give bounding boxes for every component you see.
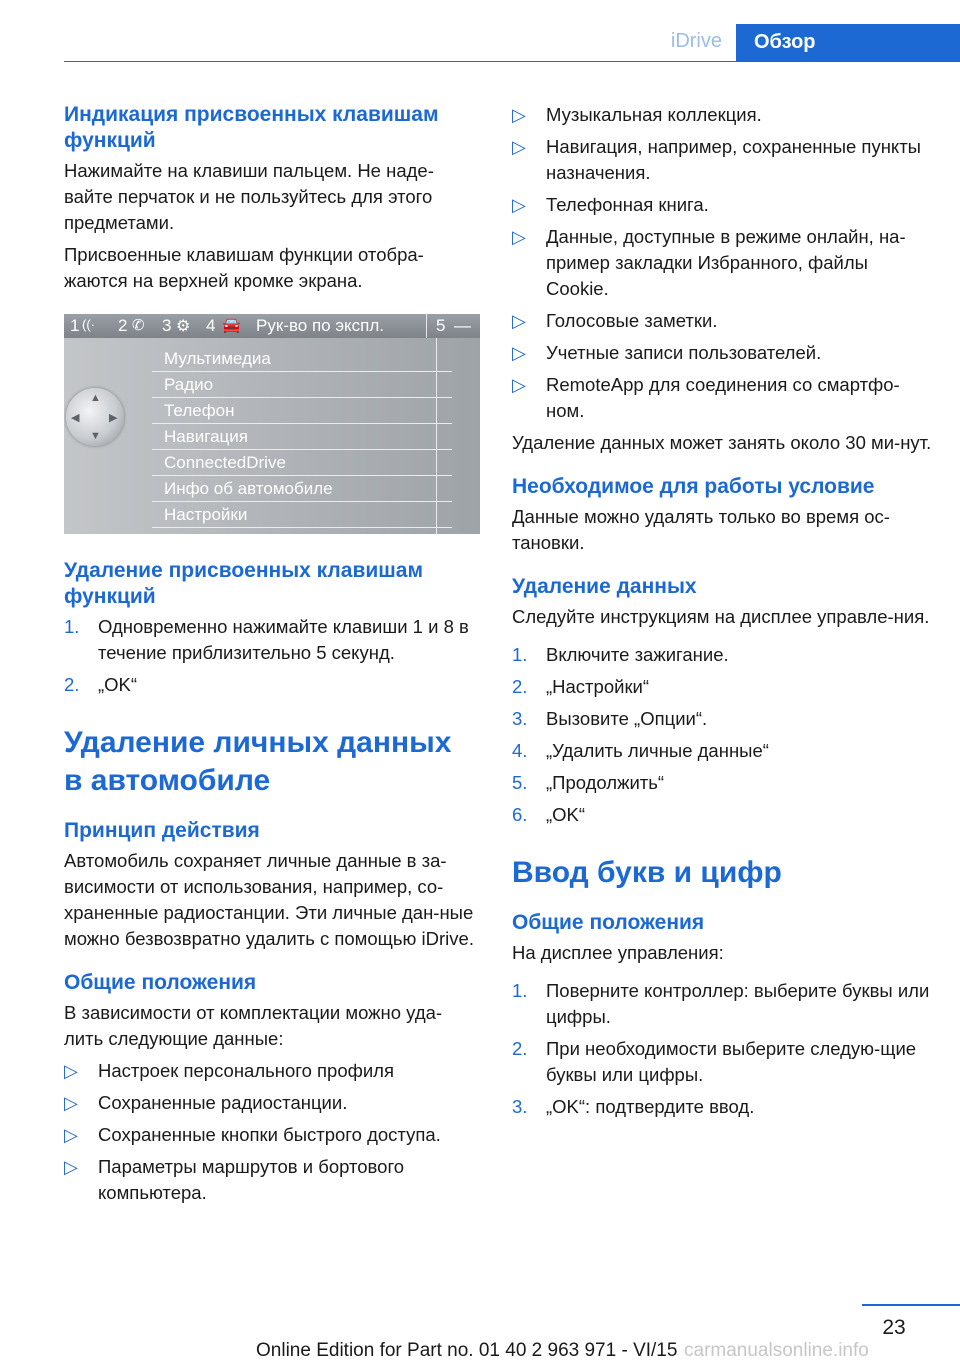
list-item: ▷ Параметры маршрутов и бортового компьютера. [64, 1156, 405, 1203]
bullet-list [64, 1058, 476, 1206]
screen-menu-item: Телефон [152, 398, 452, 424]
screen-menu-item: Настройки [152, 502, 452, 528]
paragraph: Данные можно удалять только во время ос-тановки. [512, 506, 890, 553]
section-title-delete-key-functions: Удаление присвоенных клавишам функций [64, 559, 423, 608]
paragraph: На дисплее управления: [512, 942, 724, 963]
paragraph: Нажимайте на клавиши пальцем. Не наде-вайте перчаток и не пользуйтесь для этого предметами. [64, 160, 434, 233]
triangle-bullet-icon: ▷ [64, 1157, 78, 1177]
screen-menu-item: Мультимедиа [152, 346, 452, 372]
watermark: carmanualsonline.info [684, 1340, 869, 1361]
triangle-bullet-icon: ▷ [512, 311, 526, 331]
chapter-title-letters-digits: Ввод букв и цифр [512, 856, 782, 889]
triangle-bullet-icon: ▷ [64, 1125, 78, 1145]
list-item: 6. „OK“ [512, 804, 586, 825]
screen-menu-item: Навигация [152, 424, 452, 450]
right-column [512, 102, 932, 1126]
triangle-bullet-icon: ▷ [64, 1061, 78, 1081]
triangle-bullet-icon: ▷ [512, 137, 526, 157]
list-item: 3. „OK“: подтвердите ввод. [512, 1096, 755, 1117]
steps-list [64, 614, 476, 698]
list-item: 1. Включите зажигание. [512, 644, 729, 665]
list-item: ▷ Учетные записи пользователей. [512, 340, 932, 366]
key-label: 5 [436, 316, 446, 335]
left-column [64, 102, 476, 1212]
divider [426, 314, 427, 338]
list-item: ▷ Навигация, например, сохраненные пункты назначения. [512, 136, 921, 183]
paragraph: Присвоенные клавишам функции отобра-жаются на верхней кромке экрана. [64, 244, 424, 291]
key-label: 1 [70, 316, 80, 335]
triangle-bullet-icon: ▷ [512, 227, 526, 247]
steps-list [512, 978, 932, 1120]
key-label: 3 [162, 316, 172, 335]
section-title-precondition: Необходимое для работы условие [512, 475, 875, 498]
page-header [0, 0, 960, 62]
list-item: ▷ Музыкальная коллекция. [512, 102, 932, 128]
section-title-delete-data: Удаление данных [512, 575, 697, 598]
paragraph: Автомобиль сохраняет личные данные в за-висимости от использования, например, со-храненные радиостанции. Эти личные дан-ные можно безвозвратно удалить с помощью iDrive. [64, 850, 474, 949]
screen-menu-item: Инфо об автомобиле [152, 476, 452, 502]
screen-main-menu [152, 346, 452, 528]
paragraph: Удаление данных может занять около 30 ми-нут. [512, 432, 932, 453]
controller-knob-icon: ▲ ▼ ◀ ▶ [66, 388, 124, 446]
list-item: 1. Поверните контроллер: выберите буквы или цифры. [512, 980, 930, 1027]
dash-icon: — [454, 316, 471, 335]
radio-signal-icon: ((· [82, 317, 95, 332]
paragraph: Следуйте инструкциям на дисплее управле-ния. [512, 606, 930, 627]
key-label-owners-manual: Рук-во по экспл. [256, 316, 384, 335]
list-item: 2. „Настройки“ [512, 676, 650, 697]
list-item: ▷ Телефонная книга. [512, 192, 932, 218]
list-item: ▷ Настроек персонального профиля [64, 1058, 476, 1084]
footer-rule [862, 1304, 960, 1306]
header-rule [64, 61, 960, 62]
header-section-label: iDrive [670, 30, 722, 52]
header-chapter-tab: Обзор [736, 24, 960, 62]
triangle-bullet-icon: ▷ [512, 105, 526, 125]
section-title-principle: Принцип действия [64, 819, 260, 842]
list-item: 3. Вызовите „Опции“. [512, 708, 708, 729]
paragraph: В зависимости от комплектации можно уда-лить следующие данные: [64, 1002, 443, 1049]
page-footer [0, 1300, 960, 1362]
key-label: 2 [118, 316, 128, 335]
key-label: 4 [206, 316, 216, 335]
triangle-bullet-icon: ▷ [64, 1093, 78, 1113]
triangle-bullet-icon: ▷ [512, 195, 526, 215]
list-item: ▷ Голосовые заметки. [512, 308, 932, 334]
list-item: ▷ Сохраненные кнопки быстрого доступа. [64, 1122, 476, 1148]
section-title-general: Общие положения [512, 911, 705, 934]
screen-menu-item: Радио [152, 372, 452, 398]
list-item: 5. „Продолжить“ [512, 772, 665, 793]
list-item: 1. Одновременно нажимайте клавиши 1 и 8 в течение приблизительно 5 секунд. [64, 616, 469, 663]
bullet-list [512, 102, 932, 424]
page-number: 23 [882, 1316, 906, 1339]
list-item: 4. „Удалить личные данные“ [512, 740, 769, 761]
list-item: ▷ Сохраненные радиостанции. [64, 1090, 476, 1116]
list-item: 2. „OK“ [64, 674, 138, 695]
idrive-screen-illustration [64, 314, 480, 534]
triangle-bullet-icon: ▷ [512, 375, 526, 395]
section-title-general: Общие положения [64, 971, 257, 994]
car-icon: 🚘 [222, 317, 241, 334]
list-item: ▷ RemoteApp для соединения со смартфо-ном. [512, 374, 900, 421]
edition-text: Online Edition for Part no. 01 40 2 963 971 - VI/15 [256, 1340, 678, 1361]
gear-icon: ⚙ [176, 318, 191, 335]
screen-menu-item: ConnectedDrive [152, 450, 452, 476]
section-title-key-indication: Индикация присвоенных клавишам функций [64, 103, 439, 152]
screen-key-bar [64, 314, 480, 338]
list-item: 2. При необходимости выберите следую-щие буквы или цифры. [512, 1038, 917, 1085]
chapter-title-delete-personal-data: Удаление личных данных в автомобиле [64, 726, 452, 797]
steps-list [512, 642, 932, 828]
phone-handset-icon: ✆ [132, 317, 145, 334]
triangle-bullet-icon: ▷ [512, 343, 526, 363]
list-item: ▷ Данные, доступные в режиме онлайн, на-пример закладки Избранного, файлы Cookie. [512, 226, 906, 299]
